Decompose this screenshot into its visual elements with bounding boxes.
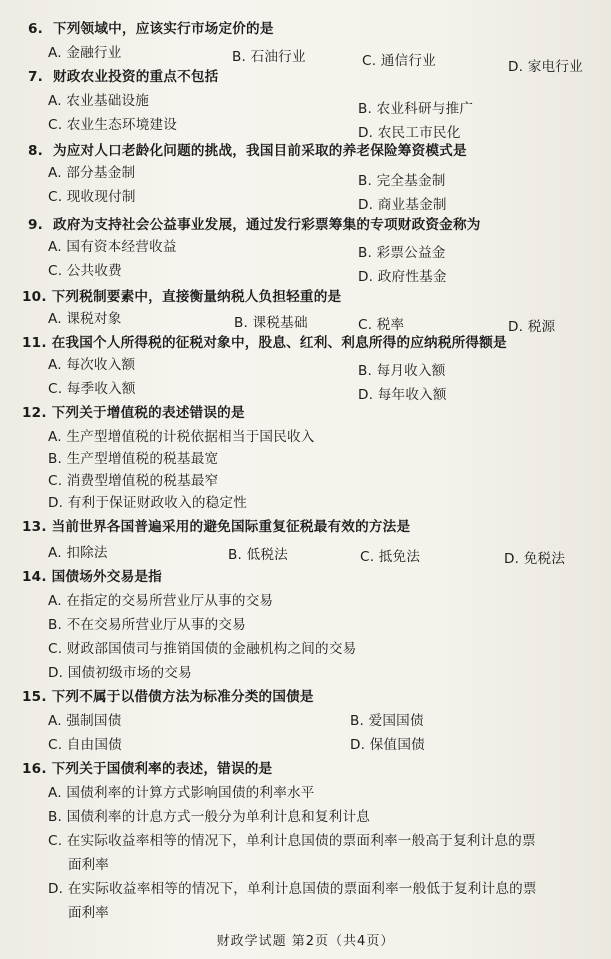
question-8-option-b: B. 完全基金制	[358, 173, 446, 189]
question-10-option-a: A. 课税对象	[48, 311, 122, 327]
question-11-stem: 11. 在我国个人所得税的征税对象中，股息、红利、利息所得的应纳税所得额是	[22, 335, 507, 351]
question-14-option-d: D. 国债初级市场的交易	[48, 665, 192, 681]
question-16-option-c: C. 在实际收益率相等的情况下，单利计息国债的票面利率一般高于复利计息的票	[48, 833, 536, 849]
question-15-option-c: C. 自由国债	[48, 737, 122, 753]
question-9-option-c: C. 公共收费	[48, 263, 122, 279]
question-16-option-d-continued: 面利率	[68, 905, 109, 921]
question-6-option-d: D. 家电行业	[508, 59, 583, 75]
question-14-stem: 14. 国债场外交易是指	[22, 569, 162, 585]
question-11-option-c: C. 每季收入额	[48, 381, 136, 397]
question-6-option-b: B. 石油行业	[232, 49, 306, 65]
question-7-option-b: B. 农业科研与推广	[358, 101, 474, 117]
question-13-option-c: C. 抵免法	[360, 549, 421, 565]
question-13-stem: 13. 当前世界各国普遍采用的避免国际重复征税最有效的方法是	[22, 519, 411, 535]
question-10-option-d: D. 税源	[508, 319, 556, 335]
question-16-option-b: B. 国债利率的计息方式一般分为单利计息和复利计息	[48, 809, 371, 825]
page-footer: 财政学试题 第2页（共4页）	[216, 934, 395, 949]
question-7-option-a: A. 农业基础设施	[48, 93, 150, 109]
question-16-stem: 16. 下列关于国债利率的表述，错误的是	[22, 761, 273, 777]
question-13-option-a: A. 扣除法	[48, 545, 108, 561]
question-13-option-b: B. 低税法	[228, 547, 288, 563]
question-16-option-c-continued: 面利率	[68, 857, 109, 873]
question-6-stem: 6. 下列领域中，应该实行市场定价的是	[28, 21, 274, 37]
question-15-stem: 15. 下列不属于以借债方法为标准分类的国债是	[22, 689, 314, 705]
question-12-option-b: B. 生产型增值税的税基最宽	[48, 451, 219, 467]
question-6-option-c: C. 通信行业	[362, 53, 436, 69]
question-12-option-c: C. 消费型增值税的税基最窄	[48, 473, 219, 489]
question-9-stem: 9. 政府为支持社会公益事业发展，通过发行彩票筹集的专项财政资金称为	[28, 217, 481, 233]
question-9-option-a: A. 国有资本经营收益	[48, 239, 177, 255]
question-16-option-a: A. 国债利率的计算方式影响国债的利率水平	[48, 785, 315, 801]
question-12-option-a: A. 生产型增值税的计税依据相当于国民收入	[48, 429, 315, 445]
question-7-option-c: C. 农业生态环境建设	[48, 117, 178, 133]
question-15-option-a: A. 强制国债	[48, 713, 122, 729]
question-8-stem: 8. 为应对人口老龄化问题的挑战，我国目前采取的养老保险筹资模式是	[28, 143, 467, 159]
question-15-option-b: B. 爱国国债	[350, 713, 424, 729]
question-11-option-a: A. 每次收入额	[48, 357, 136, 373]
question-12-stem: 12. 下列关于增值税的表述错误的是	[22, 405, 245, 421]
question-8-option-d: D. 商业基金制	[358, 197, 447, 213]
question-12-option-d: D. 有利于保证财政收入的稳定性	[48, 495, 248, 511]
question-13-option-d: D. 免税法	[504, 551, 566, 567]
question-9-option-d: D. 政府性基金	[358, 269, 447, 285]
question-7-stem: 7. 财政农业投资的重点不包括	[28, 69, 219, 85]
question-10-stem: 10. 下列税制要素中，直接衡量纳税人负担轻重的是	[22, 289, 342, 305]
question-8-option-a: A. 部分基金制	[48, 165, 136, 181]
question-14-option-a: A. 在指定的交易所营业厅从事的交易	[48, 593, 274, 609]
question-10-option-c: C. 税率	[358, 317, 405, 333]
question-6-option-a: A. 金融行业	[48, 45, 122, 61]
question-8-option-c: C. 现收现付制	[48, 189, 136, 205]
question-15-option-d: D. 保值国债	[350, 737, 425, 753]
question-14-option-c: C. 财政部国债司与推销国债的金融机构之间的交易	[48, 641, 357, 657]
question-9-option-b: B. 彩票公益金	[358, 245, 446, 261]
question-11-option-b: B. 每月收入额	[358, 363, 446, 379]
question-14-option-b: B. 不在交易所营业厅从事的交易	[48, 617, 246, 633]
question-7-option-d: D. 农民工市民化	[358, 125, 461, 141]
question-16-option-d: D. 在实际收益率相等的情况下，单利计息国债的票面利率一般低于复利计息的票	[48, 881, 537, 897]
question-10-option-b: B. 课税基础	[234, 315, 308, 331]
question-11-option-d: D. 每年收入额	[358, 387, 447, 403]
